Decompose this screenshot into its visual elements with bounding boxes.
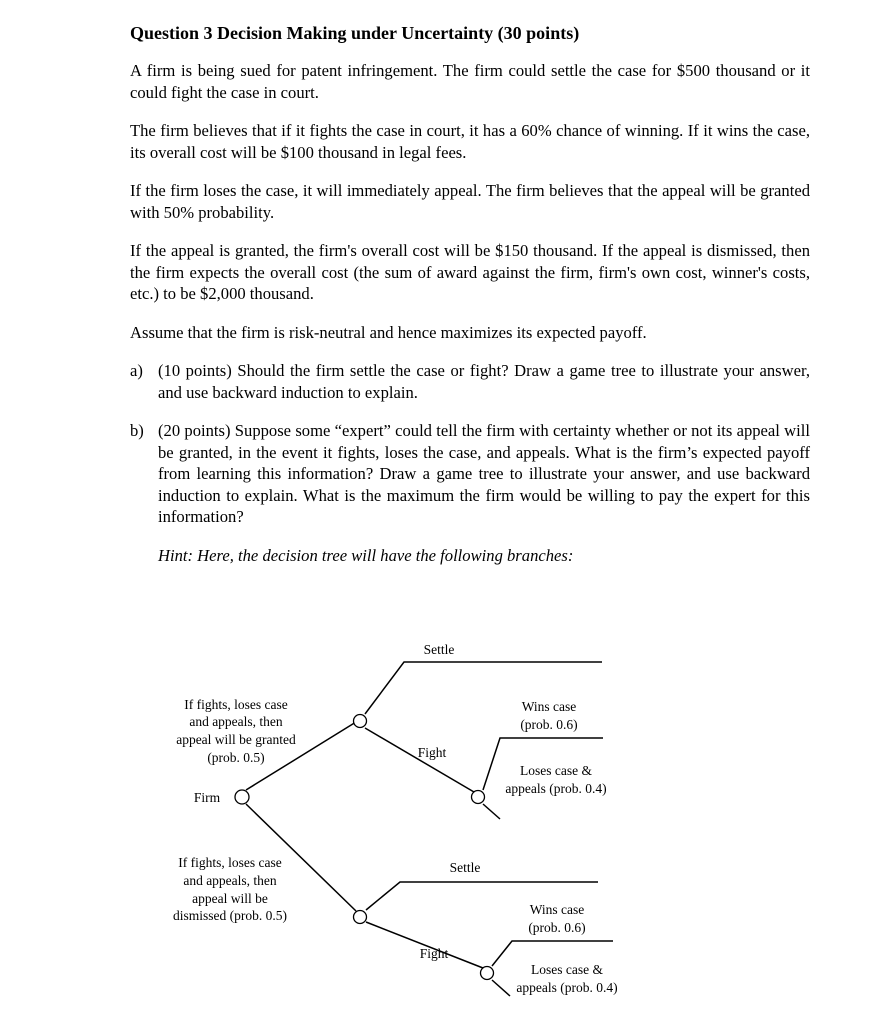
root-node (235, 790, 249, 804)
paragraph-appeal-outcomes: If the appeal is granted, the firm's overall cost will be $150 thousand. If the appeal is dismissed, then the firm expects the overall cost (the sum of award against the firm, firm's own cost, winner's costs, etc.) to be $2,000 thousand. (130, 241, 810, 303)
root-label: Firm (193, 790, 221, 805)
lower-loses-label-1: Loses case & (531, 962, 603, 977)
lower-branch-label-1: If fights, loses case (178, 855, 282, 870)
lower-fight-label: Fight (419, 946, 449, 961)
upper-settle-label: Settle (423, 642, 455, 657)
lower-branch-label-2: and appeals, then (183, 873, 277, 888)
paragraph-appeal: If the firm loses the case, it will immediately appeal. The firm believes that the appeal will be granted with 50% probability. (130, 181, 810, 222)
part-b-label: b) (130, 421, 144, 440)
edge-upper-loses (483, 804, 500, 819)
upper-fight-label: Fight (417, 745, 447, 760)
lower-decision-node (354, 911, 367, 924)
lower-branch-label-3: appeal will be (192, 891, 268, 906)
edge-lower-fight (366, 922, 483, 968)
hint-text: Hint: Here, the decision tree will have the following branches: (158, 545, 574, 565)
paragraph-risk-neutral: Assume that the firm is risk-neutral and hence maximizes its expected payoff. (130, 322, 647, 342)
question-title: Question 3 Decision Making under Uncertainty (30 points) (130, 23, 580, 43)
upper-decision-node (354, 715, 367, 728)
upper-loses-label-2: appeals (prob. 0.4) (505, 781, 607, 796)
upper-chance-node (472, 791, 485, 804)
part-b-text: (20 points) Suppose some “expert” could tell the firm with certainty whether or not its appeal will be granted, in the event it fights, loses the case, and appeals. What is the firm’s expected payoff from learning this information? Draw a game tree to illustrate your answer, and use backward induction to explain. What is the maximum the firm would be willing to pay the expert for this information? (158, 421, 810, 526)
upper-wins-label-2: (prob. 0.6) (520, 717, 578, 732)
lower-wins-label-1: Wins case (529, 902, 585, 917)
lower-branch-label-4: dismissed (prob. 0.5) (173, 908, 287, 923)
upper-loses-label-1: Loses case & (520, 763, 592, 778)
upper-branch-label-3: appeal will be granted (176, 732, 296, 747)
upper-branch-label-2: and appeals, then (189, 714, 283, 729)
paragraph-win-chance: The firm believes that if it fights the case in court, it has a 60% chance of winning. If it wins the case, its overall cost will be $100 thousand in legal fees. (130, 121, 810, 162)
upper-branch-label-4: (prob. 0.5) (207, 750, 265, 765)
edge-upper-fight (365, 728, 474, 792)
lower-chance-node (481, 967, 494, 980)
lower-loses-label-2: appeals (prob. 0.4) (516, 980, 618, 995)
paragraph-lawsuit: A firm is being sued for patent infringement. The firm could settle the case for $500 thousand or it could fight the case in court. (130, 61, 810, 102)
lower-wins-label-2: (prob. 0.6) (528, 920, 586, 935)
part-a-label: a) (130, 361, 143, 380)
lower-settle-label: Settle (449, 860, 481, 875)
upper-wins-label-1: Wins case (521, 699, 577, 714)
upper-branch-label-1: If fights, loses case (184, 697, 288, 712)
edge-lower-loses (492, 980, 510, 996)
part-a-text: (10 points) Should the firm settle the case or fight? Draw a game tree to illustrate your answer, and use backward induction to explain. (158, 361, 810, 402)
